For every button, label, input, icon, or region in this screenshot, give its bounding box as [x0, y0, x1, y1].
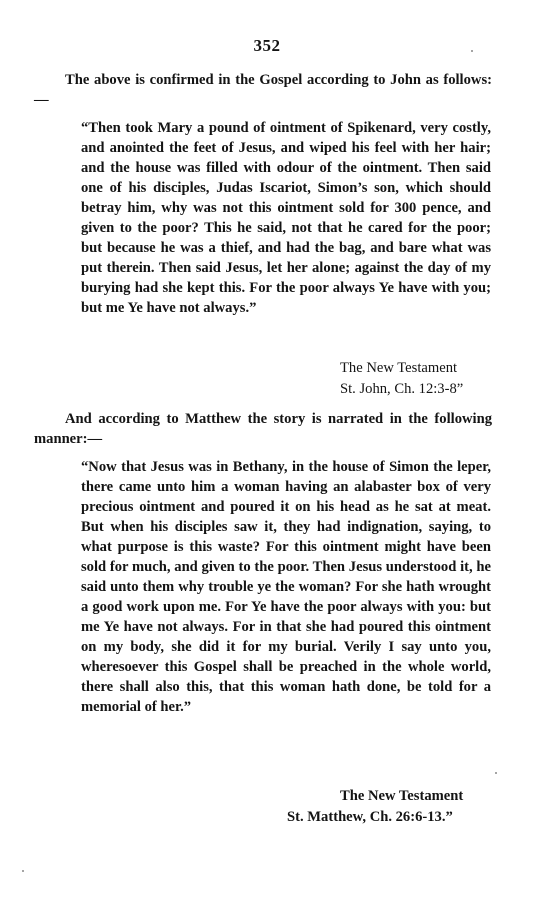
citation-matthew-source: The New Testament [340, 788, 464, 804]
citation-matthew-reference: St. Matthew, Ch. 26:6-13.” [287, 809, 453, 825]
scan-speck [495, 772, 497, 774]
citation-matthew [287, 786, 492, 828]
scan-speck [471, 50, 473, 52]
intro-paragraph-matthew: And according to Matthew the story is narrated in the following manner:— [34, 411, 492, 447]
scan-speck [22, 870, 24, 872]
quote-matthew: “Now that Jesus was in Bethany, in the house of Simon the leper, there came unto him a woman having an alabaster box of very precious ointment and poured it on his head as he sat at meat. But when his disciples saw it, they had indignation, saying, to what purpose is this waste? For this ointment might have been sold for much, and given to the poor. Then Jesus understood it, he said unto them why trouble ye the woman? For she hath wrought a good work upon me. For Ye have the poor always with you: but me Ye have not always. For in that she had poured this ointment on my body, she did it for my burial. Verily I say unto you, wheresoever this Gospel shall be preached in the whole world, there shall also this, that this woman hath done, be told for a memorial of her.” [81, 459, 491, 715]
citation-john [340, 358, 492, 400]
intro-paragraph-john: The above is confirmed in the Gospel according to John as follows:— [34, 72, 492, 108]
page-number: 352 [253, 36, 281, 55]
quote-john: “Then took Mary a pound of ointment of Spikenard, very costly, and anointed the feet of Jesus, and wiped his feel with her hair; and the house was filled with odour of the ointment. Then said one of his disciples, Judas Iscariot, Simon’s son, which should betray him, why was not this ointment sold for 300 pence, and given to the poor? This he said, not that he cared for the poor; but because he was a thief, and had the bag, and bare what was put therein. Then said Jesus, let her alone; against the day of my burying had she kept this. For the poor always Ye have with you; but me Ye have not always.” [81, 120, 491, 316]
citation-john-source: The New Testament [340, 360, 458, 376]
citation-john-reference: St. John, Ch. 12:3-8” [340, 381, 464, 397]
